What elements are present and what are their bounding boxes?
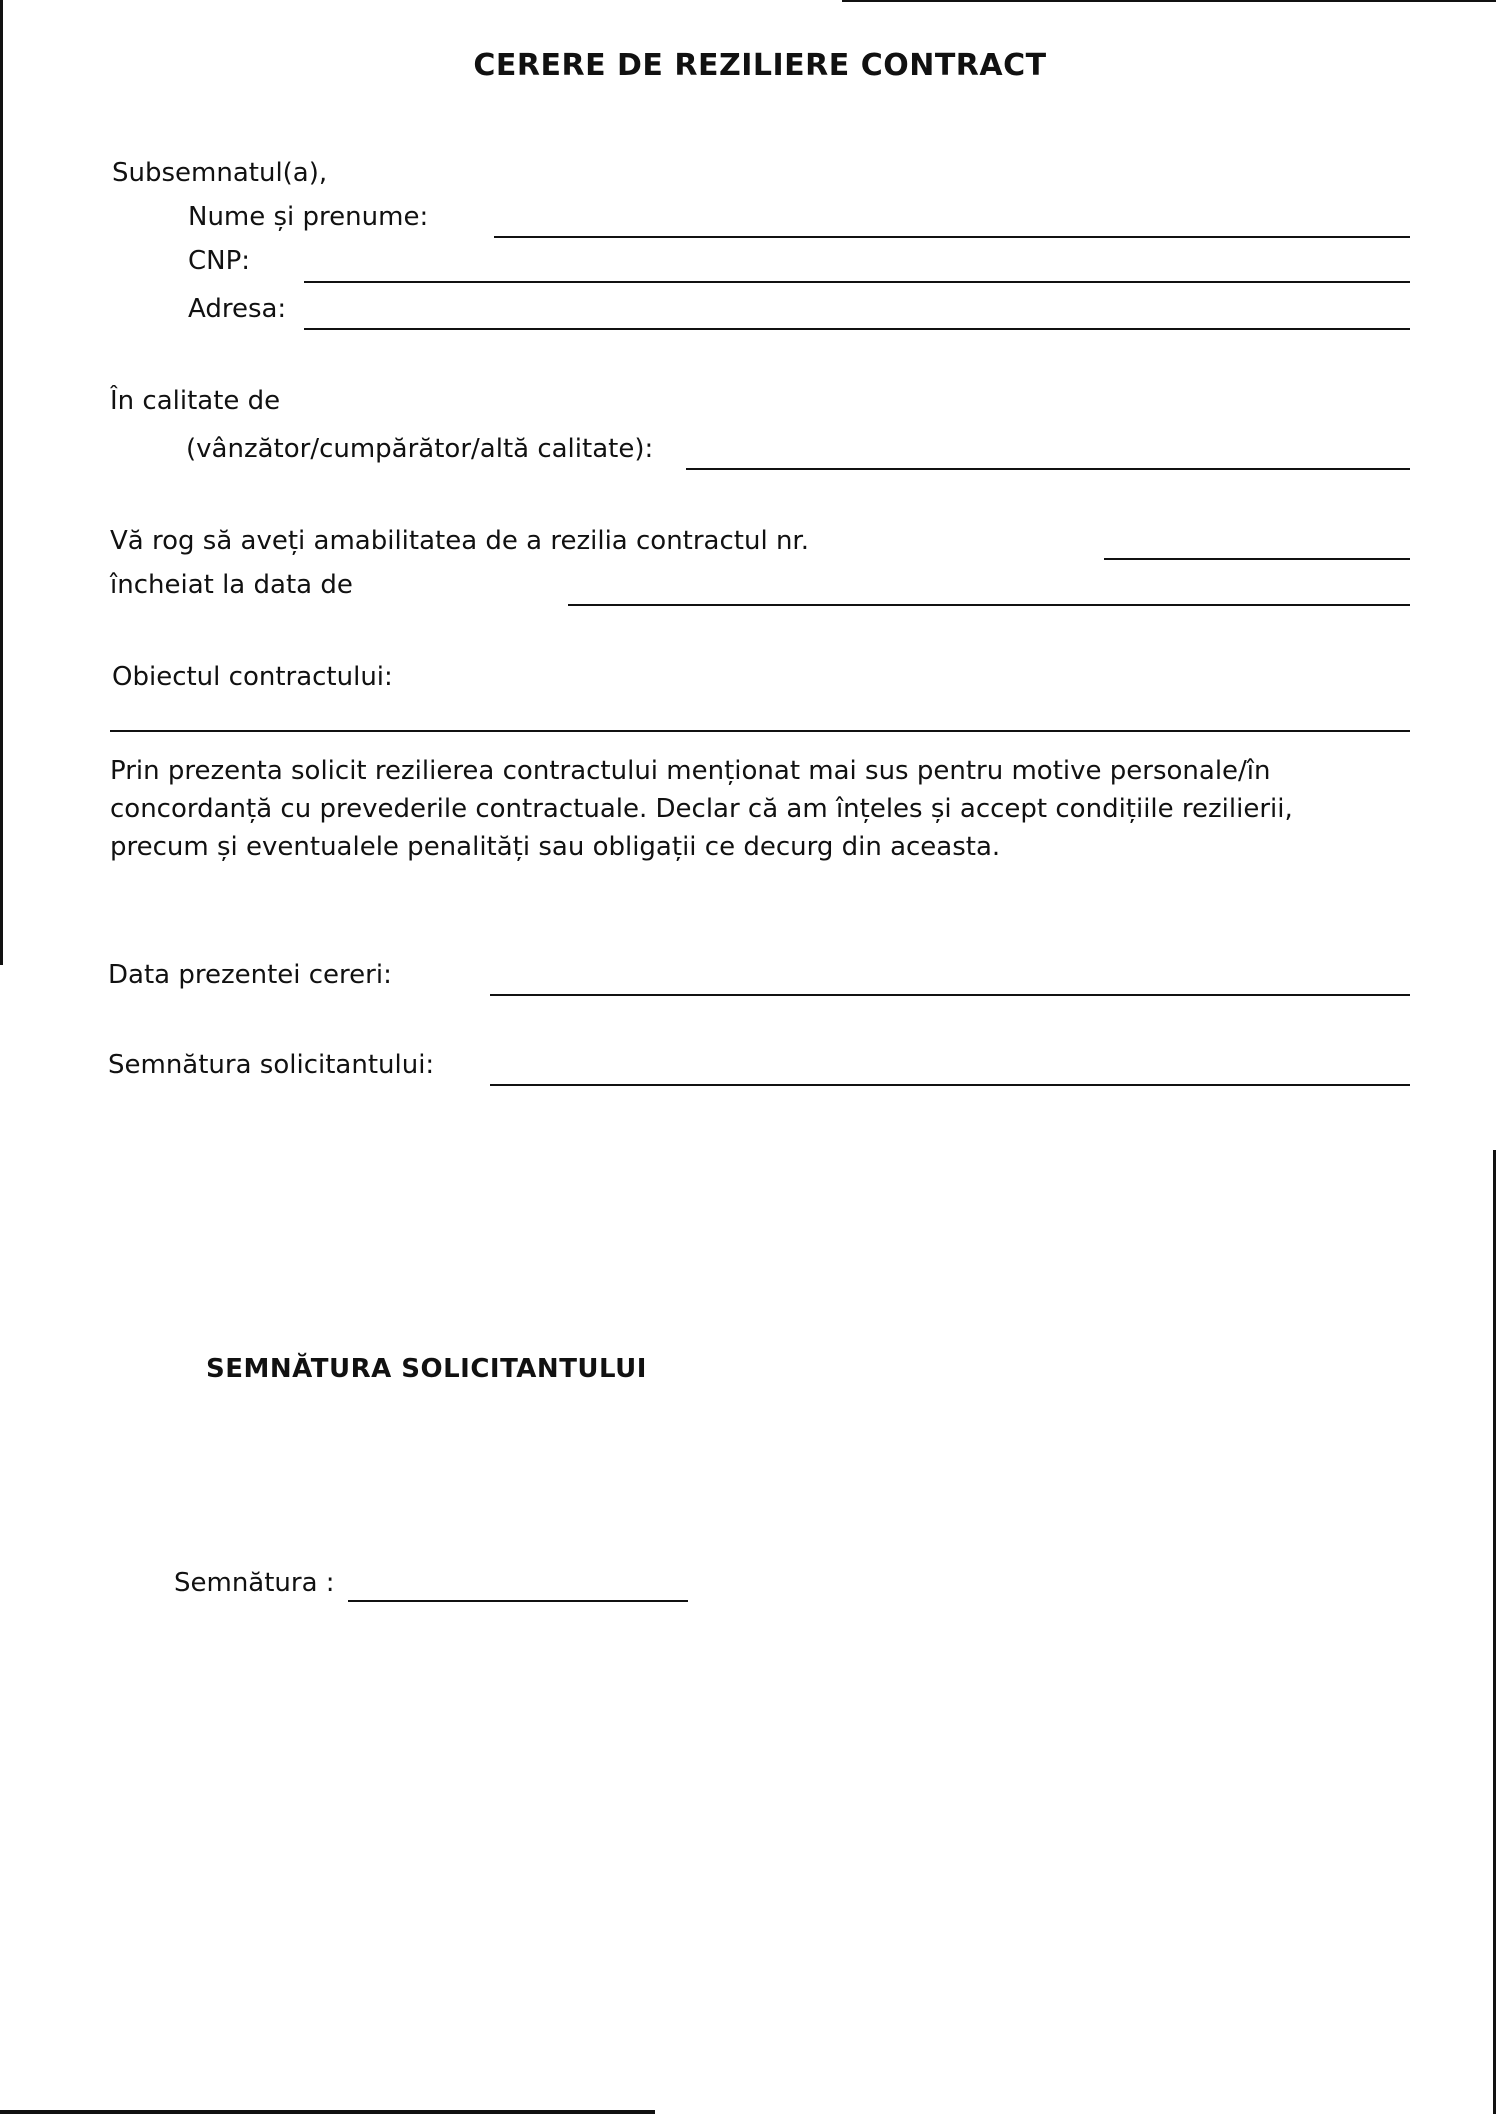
signature-label: Semnătura solicitantului: — [108, 1050, 435, 1080]
contract-number-field-line[interactable] — [1104, 558, 1410, 560]
object-field-line[interactable] — [110, 730, 1410, 732]
scan-edge-left — [0, 0, 3, 965]
name-field-line[interactable] — [494, 236, 1410, 238]
name-label: Nume și prenume: — [188, 202, 429, 232]
date-label: Data prezentei cereri: — [108, 960, 392, 990]
capacity-sublabel: (vânzător/cumpărător/altă calitate): — [186, 434, 654, 464]
scan-edge-bottom — [0, 2110, 655, 2114]
declaration-line: Prin prezenta solicit rezilierea contractului menționat mai sus pentru motive personale/în — [110, 756, 1271, 786]
declaration-line: concordanță cu prevederile contractuale. Declar că am înțeles și accept condițiile rezilierii, — [110, 794, 1293, 824]
intro-text: Subsemnatul(a), — [112, 158, 328, 188]
capacity-field-line[interactable] — [686, 468, 1410, 470]
scan-edge-top — [842, 0, 1496, 2]
signature-field-line[interactable] — [490, 1084, 1410, 1086]
request-text-line1: Vă rog să aveți amabilitatea de a rezilia contractul nr. — [110, 526, 809, 556]
document-title: CERERE DE REZILIERE CONTRACT — [473, 48, 1047, 83]
contract-date-field-line[interactable] — [568, 604, 1410, 606]
address-field-line[interactable] — [304, 328, 1410, 330]
signature-section-field-line[interactable] — [348, 1600, 688, 1602]
date-field-line[interactable] — [490, 994, 1410, 996]
declaration-line: precum și eventualele penalități sau obligații ce decurg din aceasta. — [110, 832, 1001, 862]
signature-section-label: Semnătura : — [174, 1568, 335, 1598]
request-text-line2: încheiat la data de — [110, 570, 353, 600]
object-label: Obiectul contractului: — [112, 662, 393, 692]
cnp-label: CNP: — [188, 246, 251, 276]
declaration-paragraph — [110, 752, 1410, 866]
address-label: Adresa: — [188, 294, 287, 324]
signature-section-heading: SEMNĂTURA SOLICITANTULUI — [206, 1354, 647, 1384]
cnp-field-line[interactable] — [304, 281, 1410, 283]
capacity-label: În calitate de — [110, 386, 281, 416]
